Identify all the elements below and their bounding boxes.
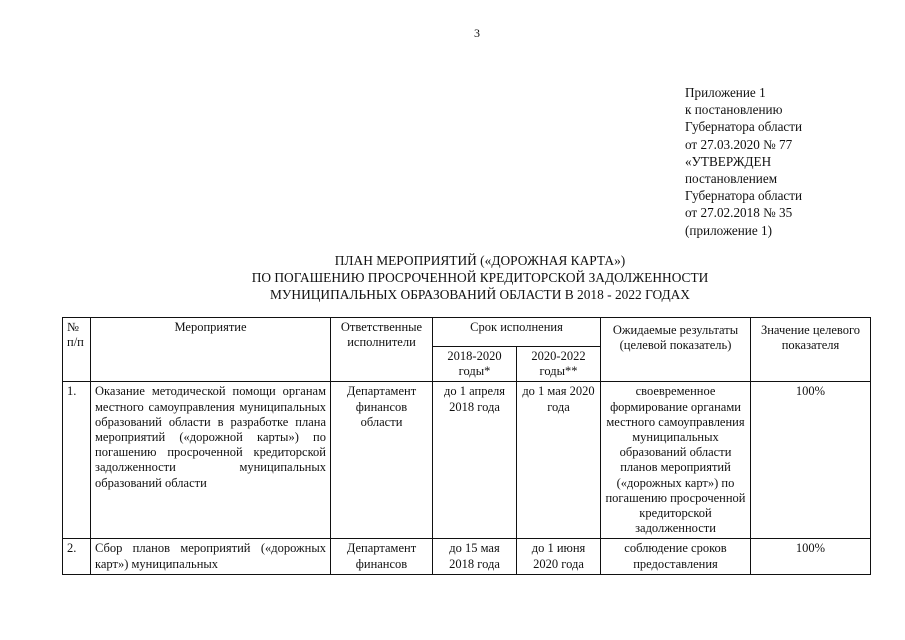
header-target: Значение целевого показателя — [751, 318, 871, 382]
title-line: ПЛАН МЕРОПРИЯТИЙ («ДОРОЖНАЯ КАРТА») — [334, 253, 626, 268]
document-title — [170, 252, 790, 303]
table-header-row — [63, 318, 871, 347]
header-num: № п/п — [63, 318, 91, 382]
appendix-line: «УТВЕРЖДЕН — [685, 153, 772, 169]
title-line: МУНИЦИПАЛЬНЫХ ОБРАЗОВАНИЙ ОБЛАСТИ В 2018 - 2022 ГОДАХ — [270, 287, 690, 302]
table-row — [63, 382, 871, 539]
row-num: 1. — [63, 382, 91, 539]
appendix-line: Губернатора области — [685, 119, 803, 135]
appendix-line: к постановлению — [685, 102, 783, 118]
appendix-line: Приложение 1 — [685, 85, 766, 100]
row-period-1: до 15 мая 2018 года — [433, 539, 517, 574]
row-results: своевременное формирование органами местного самоуправления муниципальных образований области планов мероприятий («дорожных карт») по погашению просроченной кредиторской задолженности — [601, 382, 751, 539]
row-activity: Сбор планов мероприятий («дорожных карт») муниципальных — [91, 539, 331, 574]
appendix-line: (приложение 1) — [685, 222, 772, 238]
header-results: Ожидаемые результаты (целевой показатель) — [601, 318, 751, 382]
appendix-block — [685, 84, 802, 239]
row-period-1: до 1 апреля 2018 года — [433, 382, 517, 539]
appendix-line: от 27.03.2020 № 77 — [685, 136, 793, 152]
plan-table — [62, 317, 871, 575]
header-executors: Ответственные исполнители — [331, 318, 433, 382]
page-number: 3 — [474, 26, 480, 40]
header-activity: Мероприятие — [91, 318, 331, 382]
header-period-1: 2018-2020 годы* — [433, 347, 517, 382]
row-period-2: до 1 июня 2020 года — [517, 539, 601, 574]
table-row — [63, 539, 871, 574]
row-executors: Департамент финансов — [331, 539, 433, 574]
row-target: 100% — [751, 539, 871, 574]
row-results: соблюдение сроков предоставления — [601, 539, 751, 574]
appendix-line: Губернатора области — [685, 188, 803, 204]
appendix-line: постановлением — [685, 171, 778, 187]
header-deadline: Срок исполнения — [433, 318, 601, 347]
row-target: 100% — [751, 382, 871, 539]
header-period-2: 2020-2022 годы** — [517, 347, 601, 382]
appendix-line: от 27.02.2018 № 35 — [685, 205, 793, 221]
row-num: 2. — [63, 539, 91, 574]
title-line: ПО ПОГАШЕНИЮ ПРОСРОЧЕННОЙ КРЕДИТОРСКОЙ ЗАДОЛЖЕННОСТИ — [251, 270, 709, 285]
row-activity: Оказание методической помощи органам местного самоуправления муниципальных образований области в разработке плана мероприятий («дорожной карты») по погашению просроченной кредиторской задолженности муниципальных образований области — [91, 382, 331, 539]
row-executors: Департамент финансов области — [331, 382, 433, 539]
row-period-2: до 1 мая 2020 года — [517, 382, 601, 539]
